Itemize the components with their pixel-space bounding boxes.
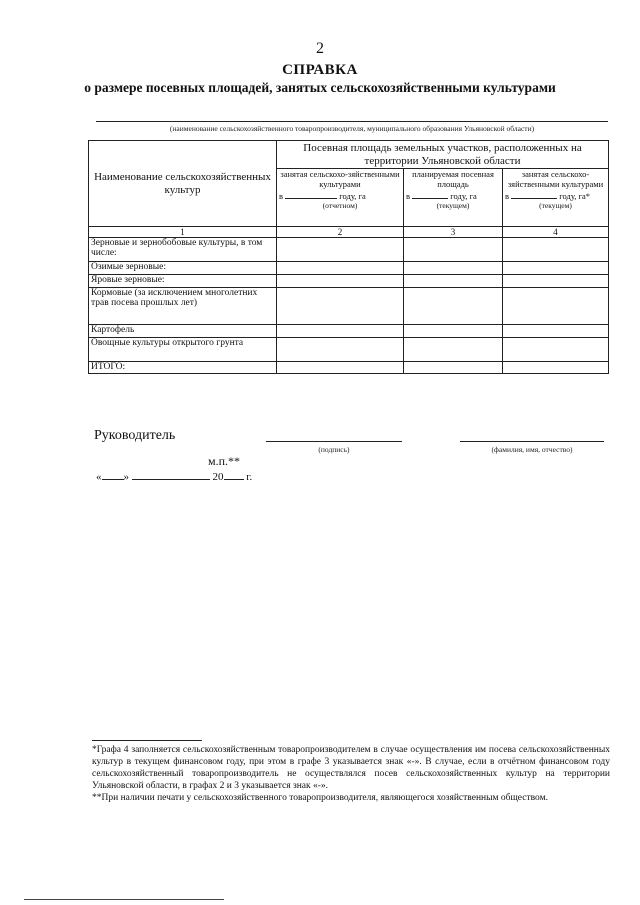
row-label-winter-grain: Озимые зерновые: bbox=[89, 262, 277, 275]
header-crop-name: Наименование сельскохозяйственных культур bbox=[89, 141, 277, 227]
footnote-2: **При наличии печати у сельскохозяйственного товаропроизводителя, являющегося хозяйственным обществом. bbox=[92, 793, 548, 803]
row-label-spring-grain: Яровые зерновые: bbox=[89, 275, 277, 288]
value-cell[interactable] bbox=[404, 288, 503, 325]
day-blank[interactable] bbox=[102, 470, 124, 480]
table-row bbox=[89, 262, 609, 275]
year-blank[interactable] bbox=[224, 470, 244, 480]
header-col-3-note: (текущем) bbox=[436, 201, 470, 210]
value-cell[interactable] bbox=[404, 362, 503, 374]
header-col-2-note: (отчетном) bbox=[322, 201, 358, 210]
year-blank bbox=[511, 189, 557, 199]
header-sown-area: Посевная площадь земельных участков, расположенных на территории Ульяновской области bbox=[277, 141, 609, 169]
document-title: СПРАВКА bbox=[282, 62, 358, 78]
header-col-4 bbox=[503, 169, 609, 227]
year-blank bbox=[412, 189, 448, 199]
row-label-total: ИТОГО: bbox=[89, 362, 277, 374]
header-col-2-suffix: году, га bbox=[339, 191, 366, 201]
date-field bbox=[96, 470, 252, 483]
value-cell[interactable] bbox=[277, 262, 404, 275]
header-col-2 bbox=[277, 169, 404, 227]
table-row bbox=[89, 238, 609, 262]
crop-area-table bbox=[88, 140, 609, 374]
row-label-potato: Картофель bbox=[89, 325, 277, 338]
date-year-suffix: г. bbox=[246, 471, 253, 483]
value-cell[interactable] bbox=[404, 325, 503, 338]
value-cell[interactable] bbox=[404, 338, 503, 362]
header-col-3-text: планируемая посевная площадь bbox=[412, 169, 494, 189]
value-cell[interactable] bbox=[277, 338, 404, 362]
header-col-4-note: (текущем) bbox=[539, 201, 572, 210]
stamp-label: м.п.** bbox=[208, 454, 241, 468]
col-number-2: 2 bbox=[277, 227, 404, 238]
full-name-line[interactable] bbox=[460, 441, 604, 442]
month-blank[interactable] bbox=[132, 470, 210, 480]
header-col-4-prefix: в bbox=[505, 191, 510, 201]
footnote-separator bbox=[92, 740, 202, 741]
header-col-3-suffix: году, га bbox=[450, 191, 477, 201]
producer-name-line bbox=[96, 121, 608, 122]
value-cell[interactable] bbox=[503, 288, 609, 325]
table-row bbox=[89, 325, 609, 338]
value-cell[interactable] bbox=[503, 362, 609, 374]
column-numbers-row bbox=[89, 227, 609, 238]
signature-line[interactable] bbox=[266, 441, 402, 442]
value-cell[interactable] bbox=[503, 325, 609, 338]
date-year-prefix: 20 bbox=[212, 471, 224, 483]
head-label: Руководитель bbox=[94, 428, 176, 443]
value-cell[interactable] bbox=[404, 238, 503, 262]
row-label-grain: Зерновые и зернобобовые культуры, в том числе: bbox=[89, 238, 277, 262]
value-cell[interactable] bbox=[503, 262, 609, 275]
row-label-vegetables: Овощные культуры открытого грунта bbox=[89, 338, 277, 362]
row-label-forage: Кормовые (за исключением многолетних трав посева прошлых лет) bbox=[89, 288, 277, 325]
table-row bbox=[89, 338, 609, 362]
table-row bbox=[89, 288, 609, 325]
bottom-rule bbox=[24, 899, 224, 900]
value-cell[interactable] bbox=[277, 288, 404, 325]
signature-caption: (подпись) bbox=[318, 445, 350, 454]
value-cell[interactable] bbox=[503, 338, 609, 362]
value-cell[interactable] bbox=[277, 238, 404, 262]
value-cell[interactable] bbox=[277, 275, 404, 288]
producer-caption: (наименование сельскохозяйственного товаропроизводителя, муниципального образования Ульяновской области) bbox=[169, 124, 535, 133]
value-cell[interactable] bbox=[404, 275, 503, 288]
header-col-4-suffix: году, га* bbox=[559, 191, 591, 201]
footnotes bbox=[92, 744, 610, 804]
header-col-3 bbox=[404, 169, 503, 227]
date-quote-open: « bbox=[96, 471, 102, 483]
full-name-caption: (фамилия, имя, отчество) bbox=[491, 445, 573, 454]
footnote-1: *Графа 4 заполняется сельскохозяйственным товаропроизводителем в случае осуществления им посева сельскохозяйственных культур в текущем финансовом году, при этом в графе 3 указывается знак «-». В случае, если в отчётном финансовом году сельскохозяйственный товаропроизводитель не осуществлялся посев сельскохозяйственных культур на территории Ульяновской области, в графах 2 и 3 указывается знак «-». bbox=[92, 745, 610, 791]
table-row bbox=[89, 275, 609, 288]
value-cell[interactable] bbox=[404, 262, 503, 275]
document-subtitle: о размере посевных площадей, занятых сельскохозяйственными культурами bbox=[84, 80, 556, 95]
header-col-2-text: занятая сельскохо-зяйственными культурами bbox=[280, 169, 400, 189]
col-number-1: 1 bbox=[89, 227, 277, 238]
value-cell[interactable] bbox=[503, 238, 609, 262]
header-col-2-prefix: в bbox=[279, 191, 284, 201]
value-cell[interactable] bbox=[277, 325, 404, 338]
value-cell[interactable] bbox=[503, 275, 609, 288]
date-quote-close: » bbox=[123, 471, 129, 483]
col-number-3: 3 bbox=[404, 227, 503, 238]
value-cell[interactable] bbox=[277, 362, 404, 374]
table-row-total bbox=[89, 362, 609, 374]
col-number-4: 4 bbox=[503, 227, 609, 238]
page-number: 2 bbox=[316, 40, 324, 57]
header-col-3-prefix: в bbox=[406, 191, 411, 201]
header-col-4-text: занятая сельскохо-зяйственными культурами bbox=[507, 169, 604, 189]
year-blank bbox=[285, 189, 337, 199]
